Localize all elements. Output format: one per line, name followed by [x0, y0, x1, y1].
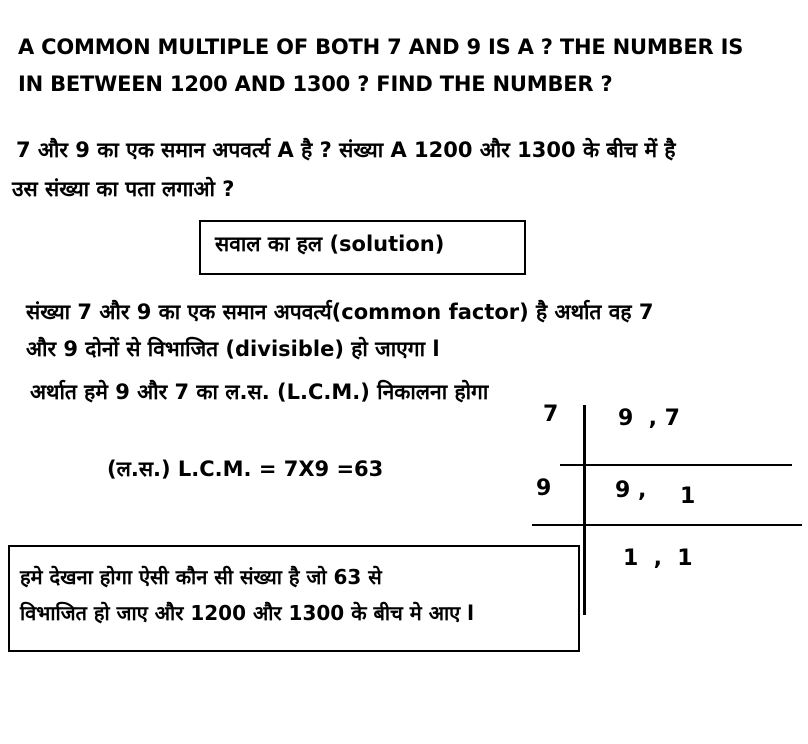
explanation-line2: और 9 दोनों से विभाजित (divisible) हो जाएगा l	[26, 337, 440, 361]
question-hi-line2: उस संख्या का पता लगाओ ?	[12, 177, 235, 201]
lcm-result: (ल.स.) L.C.M. = 7X9 =63	[107, 457, 384, 481]
solution-label: सवाल का हल (solution)	[215, 232, 445, 256]
division-line-1	[560, 464, 792, 466]
dividend-row-2b: 1	[680, 484, 696, 509]
question-en-line1: A COMMON MULTIPLE OF BOTH 7 AND 9 IS A ? THE NUMBER IS	[18, 35, 744, 59]
note-line1: हमे देखना होगा ऐसी कौन सी संख्या है जो 63 से	[20, 565, 382, 589]
solution-label-box	[199, 220, 526, 275]
question-en-line2: IN BETWEEN 1200 AND 1300 ? FIND THE NUMBER ?	[18, 72, 613, 96]
division-line-2	[532, 524, 802, 526]
explanation-line1: संख्या 7 और 9 का एक समान अपवर्त्य(common factor) है अर्थात वह 7	[26, 300, 654, 324]
dividend-row-1: 9 , 7	[618, 406, 680, 431]
quotient-row-3: 1 , 1	[623, 546, 693, 571]
dividend-row-2a: 9 ,	[615, 478, 647, 503]
divisor-2: 9	[536, 476, 552, 501]
note-line2: विभाजित हो जाए और 1200 और 1300 के बीच मे आए l	[20, 601, 475, 625]
explanation-line3: अर्थात हमे 9 और 7 का ल.स. (L.C.M.) निकालना होगा	[30, 380, 489, 404]
note-box	[8, 545, 580, 652]
question-hi-line1: 7 और 9 का एक समान अपवर्त्य A है ? संख्या A 1200 और 1300 के बीच में है	[16, 138, 676, 162]
division-vertical-line	[583, 405, 586, 615]
divisor-1: 7	[543, 402, 559, 427]
